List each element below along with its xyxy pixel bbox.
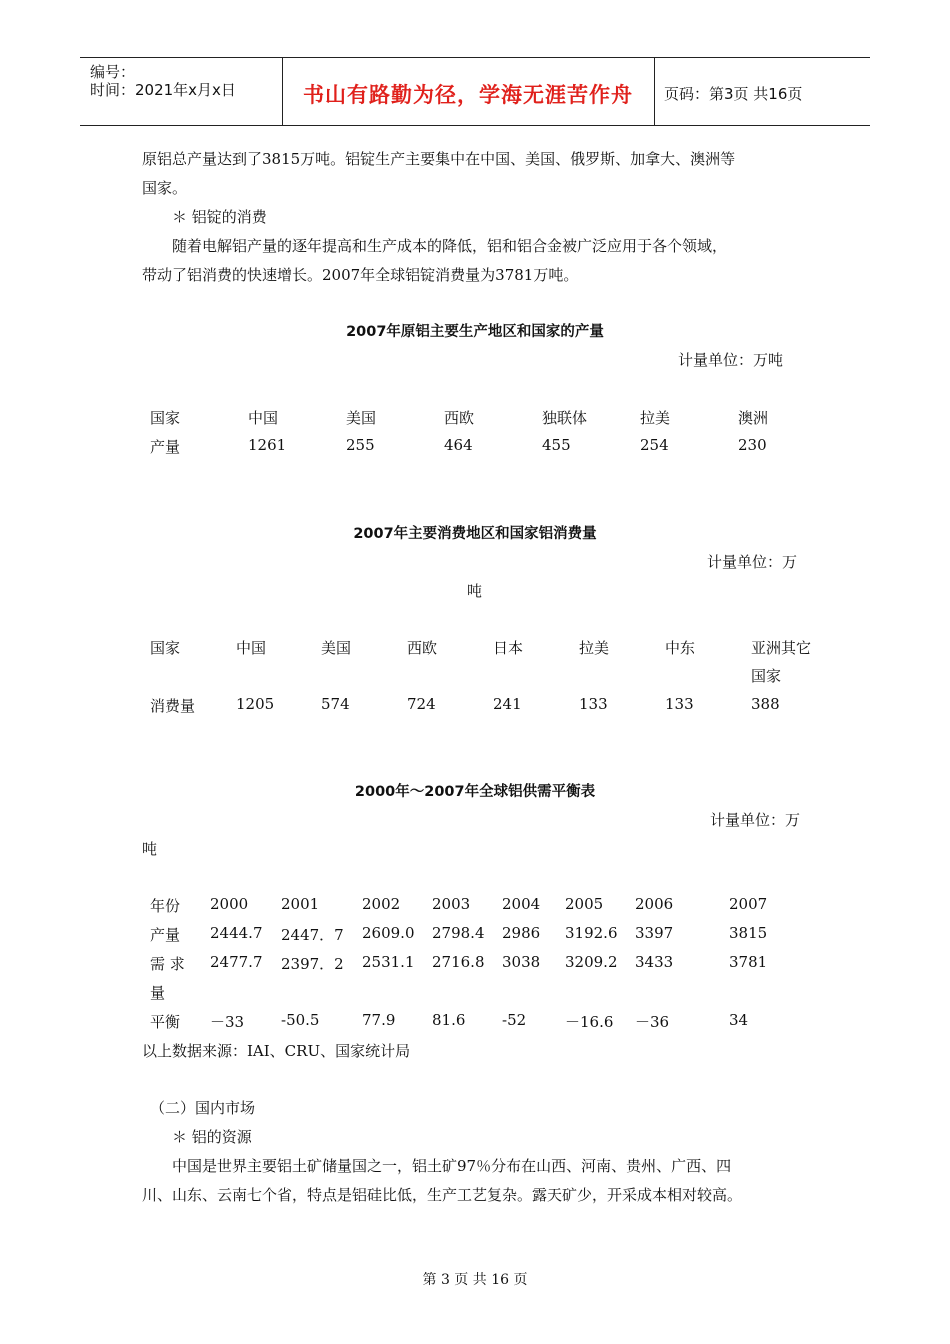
table-cell: 2006 <box>635 895 674 913</box>
table-cell: 241 <box>493 695 522 713</box>
table-cell: 3815 <box>729 924 768 942</box>
table-cell: 3781 <box>729 953 768 971</box>
table-cell: 3209.2 <box>565 953 618 971</box>
paragraph-line: 国家。 <box>142 179 188 197</box>
table3-unit: 计量单位：万 <box>710 811 801 829</box>
table-cell: 平衡 <box>150 1013 181 1031</box>
table-cell: 3038 <box>502 953 541 971</box>
table-cell: 3192.6 <box>565 924 618 942</box>
header-top-rule <box>80 57 870 58</box>
page-footer: 第 3 页 共 16 页 <box>422 1272 528 1288</box>
table-cell: 2397．2 <box>281 955 344 973</box>
table-cell: 量 <box>150 984 166 1002</box>
table-cell: 国家 <box>150 639 181 657</box>
table-cell: 2477.7 <box>210 953 263 971</box>
table-cell: 拉美 <box>579 639 610 657</box>
table3-unit-cont: 吨 <box>142 840 158 858</box>
paragraph-line: 原铝总产量达到了3815万吨。铝锭生产主要集中在中国、美国、俄罗斯、加拿大、澳洲等 <box>142 150 736 168</box>
table-cell: 724 <box>407 695 436 713</box>
table3-title: 2000年～2007年全球铝供需平衡表 <box>354 784 596 800</box>
paragraph-line: 川、山东、云南七个省，特点是铝硅比低，生产工艺复杂。露天矿少，开采成本相对较高。 <box>142 1186 743 1204</box>
table-cell: 年份 <box>150 897 181 915</box>
header-motto: 书山有路勤为径，学海无涯苦作舟 <box>303 82 633 107</box>
table-cell: 产量 <box>150 438 181 456</box>
table-cell: 中国 <box>236 639 267 657</box>
paragraph-line: 随着电解铝产量的逐年提高和生产成本的降低，铝和铝合金被广泛应用于各个领域， <box>172 237 728 255</box>
table-cell: 中国 <box>248 409 279 427</box>
table-cell: 澳洲 <box>738 409 769 427</box>
table-cell: 2005 <box>565 895 604 913</box>
table-cell: 455 <box>542 436 571 454</box>
table1-unit: 计量单位：万吨 <box>678 351 784 369</box>
table-cell: 2986 <box>502 924 541 942</box>
header-bottom-rule <box>80 125 870 126</box>
table-cell: 1205 <box>236 695 275 713</box>
table-cell: －16.6 <box>565 1013 614 1031</box>
table1-title: 2007年原铝主要生产地区和国家的产量 <box>346 324 604 340</box>
section-heading: （二）国内市场 <box>150 1099 256 1117</box>
table-cell: 2000 <box>210 895 249 913</box>
table-cell: 2001 <box>281 895 320 913</box>
table2-unit-cont: 吨 <box>467 582 483 600</box>
table-cell: 亚洲其它 <box>751 639 812 657</box>
table-cell: 464 <box>444 436 473 454</box>
table-cell: 独联体 <box>542 409 588 427</box>
table-cell: -52 <box>502 1011 527 1029</box>
table-cell: 国家 <box>751 667 782 685</box>
table-cell: 2002 <box>362 895 401 913</box>
table-cell: 日本 <box>493 639 524 657</box>
page-header <box>80 57 870 126</box>
table-cell: 2004 <box>502 895 541 913</box>
header-divider-right <box>654 57 655 126</box>
table2-unit: 计量单位：万 <box>707 553 798 571</box>
subheading-consumption: ＊ 铝锭的消费 <box>172 208 267 226</box>
header-number-label: 编号： <box>90 63 136 81</box>
table-cell: 2444.7 <box>210 924 263 942</box>
table-cell: 77.9 <box>362 1011 396 1029</box>
table-cell: 中东 <box>665 639 696 657</box>
table-cell: 西欧 <box>407 639 438 657</box>
table-cell: 255 <box>346 436 375 454</box>
table-cell: 2003 <box>432 895 471 913</box>
table-cell: 230 <box>738 436 767 454</box>
table-cell: 1261 <box>248 436 287 454</box>
table-cell: 3397 <box>635 924 674 942</box>
table-cell: 西欧 <box>444 409 475 427</box>
table-cell: 2716.8 <box>432 953 485 971</box>
header-page-label: 页码：第3页 共16页 <box>664 85 803 103</box>
header-time-label: 时间：2021年x月x日 <box>90 81 236 99</box>
table-cell: 388 <box>751 695 780 713</box>
table-cell: 133 <box>579 695 608 713</box>
table-cell: 产量 <box>150 926 181 944</box>
table-cell: 81.6 <box>432 1011 466 1029</box>
table-cell: 2447．7 <box>281 926 344 944</box>
table-cell: 2609.0 <box>362 924 415 942</box>
paragraph-line: 带动了铝消费的快速增长。2007年全球铝锭消费量为3781万吨。 <box>142 266 579 284</box>
table-cell: 美国 <box>346 409 377 427</box>
table-cell: 574 <box>321 695 350 713</box>
table-cell: 消费量 <box>150 697 196 715</box>
table-cell: 拉美 <box>640 409 671 427</box>
table-cell: 34 <box>729 1011 749 1029</box>
subheading-resource: ＊ 铝的资源 <box>172 1128 252 1146</box>
table-cell: 国家 <box>150 409 181 427</box>
data-source-note: 以上数据来源：IAI、CRU、国家统计局 <box>142 1042 411 1060</box>
table-cell: -50.5 <box>281 1011 320 1029</box>
table-cell: 254 <box>640 436 669 454</box>
table2-title: 2007年主要消费地区和国家铝消费量 <box>353 526 597 542</box>
table-cell: 3433 <box>635 953 674 971</box>
table-cell: 需 求 <box>150 955 185 973</box>
table-cell: 2798.4 <box>432 924 485 942</box>
table-cell: 美国 <box>321 639 352 657</box>
paragraph-line: 中国是世界主要铝土矿储量国之一，铝土矿97％分布在山西、河南、贵州、广西、四 <box>172 1157 732 1175</box>
table-cell: 133 <box>665 695 694 713</box>
table-cell: －33 <box>210 1013 245 1031</box>
table-cell: －36 <box>635 1013 670 1031</box>
table-cell: 2531.1 <box>362 953 415 971</box>
table-cell: 2007 <box>729 895 768 913</box>
